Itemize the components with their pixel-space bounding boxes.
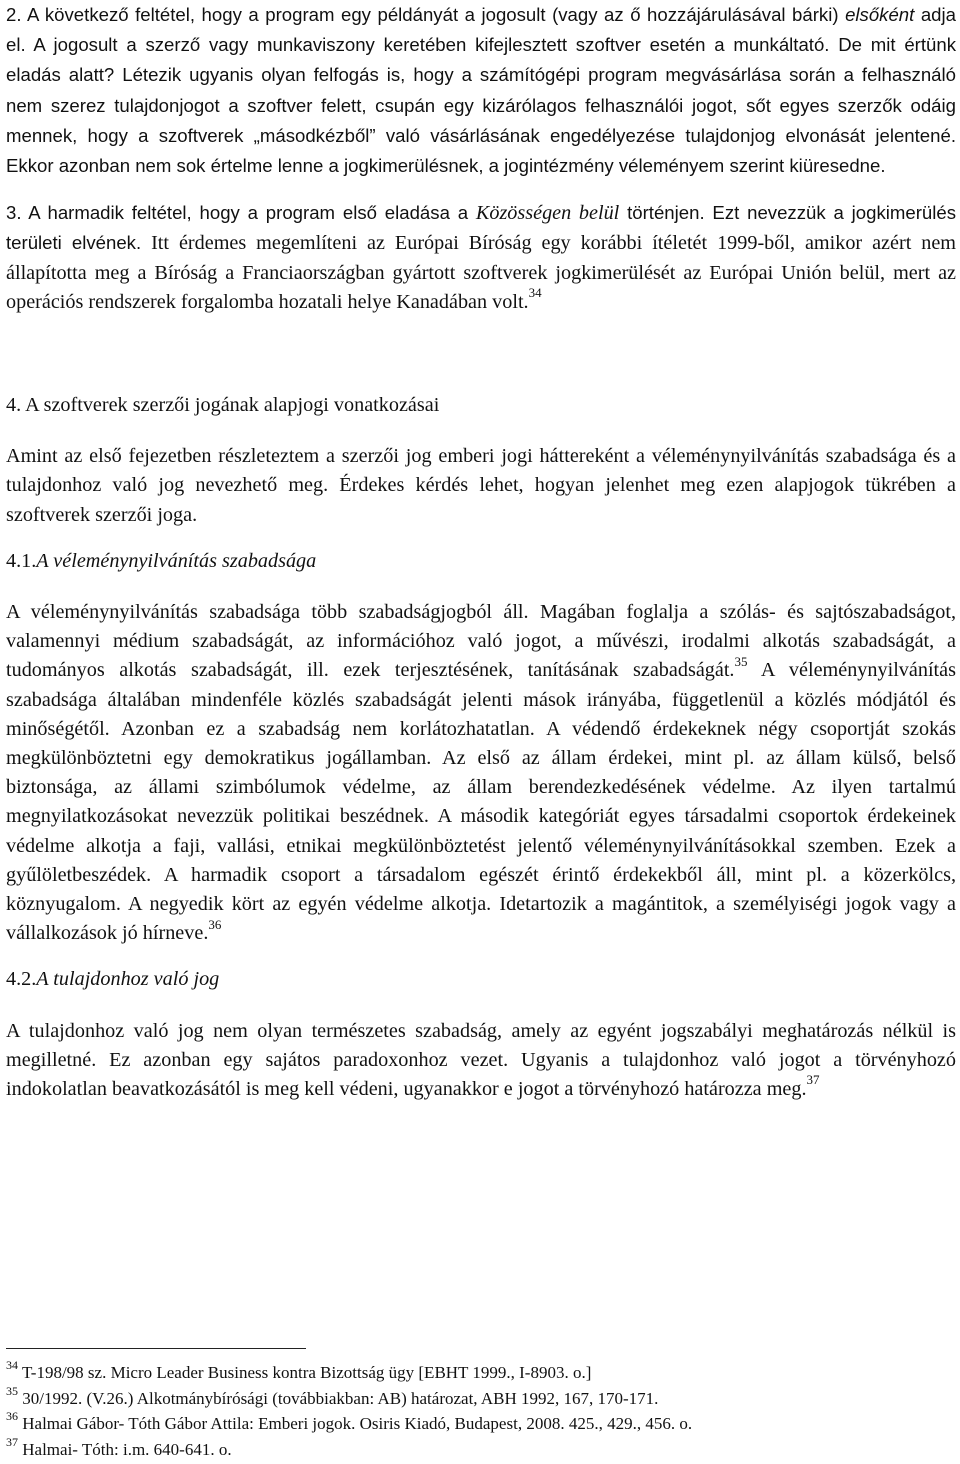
footnote-34: $^{34}$ T-198/98 sz. Micro Leader Business kontra Bizottság ügy [EBHT 1999., I-8903. o.] — [6, 1358, 592, 1382]
paragraph-intro-4: Amint az első fejezetben részleteztem a szerzői jog emberi jogi háttereként a véleménynyilvánítás szabadsága és a tulajdonhoz való jog nevezhető meg. Érdekes kérdés lehet, hogyan jelenhet meg ezen alapjogok tükrében a szoftverek szerzői joga. — [6, 445, 956, 526]
footnote-35: $^{35}$ 30/1992. (V.26.) Alkotmánybírósági (továbbiakban: AB) határozat, ABH 1992, 167, 170-171. — [6, 1383, 659, 1408]
section-heading-4-2: 4.2.A tulajdonhoz való jog — [6, 968, 220, 991]
footnote-ref-36[interactable]: 36 — [208, 916, 222, 932]
paragraph-free-speech: A véleménynyilvánítás szabadsága több szabadságjogból áll. Magában foglalja a szólás- és sajtószabadságot, valamennyi médium szabadságát, az információhoz való jogot, a művészi, irodalmi alkotás szabadságát, a tudományos alkotás szabadságát, ill. ezek terjesztésének, tanításának szabadságát.$^{35}$ A véleménynyilvánítás szabadsága általában mindenféle közlés szabadságát jelenti mások irányába, függetlenül a közlés módjától és minőségétől. Azonban ez a szabadság nem korlátozhatatlan. A védendő érdekeknek négy csoportját szokás megkülönböztetni egy demokratikus jogállamban. Az első az állam érdekei, mint pl. az állam külső, belső biztonsága, az állami szimbólumok védelme, az állam berendezkedésének védelme. Az ilyen tartalmú megnyilatkozásokat nevezzük politikai beszédnek. A második kategóriát egyes társadalmi csoportok érdekeinek védelme alkotja a faji, vallási, etnikai megkülönböztetést jelentő véleménynyilvánításokkal szemben. Ezek a gyűlöletbeszédek. A harmadik csoport a társadalom egészét érintő érdekekből áll, mint pl. a közerkölcs, köznyugalom. A negyedik kört az egyén védelme alkotja. Idetartozik a magántitok, a személyiségi jogok vagy a vállalkozások jó hírneve.$^{36}$ — [6, 601, 956, 945]
paragraph-property-right: A tulajdonhoz való jog nem olyan természetes szabadság, amely az egyént jogszabályi meghatározás nélkül is megilletné. Ez azonban egy sajátos paradoxonhoz vezet. Ugyanis a tulajdonhoz való jogot a törvényhozó indokolatlan beavatkozásától is meg kell védeni, ugyanakkor e jogot a törvényhozó határozza meg.$^{37}$ — [6, 1019, 956, 1101]
footnote-37: $^{37}$ Halmai- Tóth: i.m. 640-641. o. — [6, 1434, 232, 1459]
footnote-ref-35[interactable]: 35 — [734, 653, 748, 669]
footnotes — [6, 1360, 956, 1462]
section-heading-4: 4. A szoftverek szerzői jogának alapjogi vonatkozásai — [6, 394, 440, 417]
footnote-ref-34[interactable]: 34 — [528, 285, 542, 301]
footnote-36: $^{36}$ Halmai Gábor- Tóth Gábor Attila: Emberi jogok. Osiris Kiadó, Budapest, 2008. 425., 429., 456. o. — [6, 1409, 693, 1433]
paragraph-condition-2: 2. A következő feltétel, hogy a program egy példányát a jogosult (vagy az ő hozzájárulásával bárki) elsőként adja el. A jogosult a szerző vagy munkaviszony keretében kifejlesztett szoftver esetén a munkáltató. De mit értünk eladás alatt? Létezik ugyanis olyan felfogás is, hogy a számítógépi program megvásárlása során a felhasználó nem szerez tulajdonjogot a szoftver felett, csupán egy kizárólagos felhasználói jogot, sőt egyes szerzők odáig mennek, hogy a szoftverek „másodkézből” való vásárlásának engedélyezése tulajdonjog elvonását jelentené. Ekkor azonban nem sok értelme lenne a jogkimerülésnek, a jogintézmény véleményem szerint kiüresedne. — [6, 4, 956, 177]
paragraph-condition-3: 3. A harmadik feltétel, hogy a program első eladása a Közösségen belül történjen. Ezt nevezzük a jogkimerülés területi elvének. Itt érdemes megemlíteni az Európai Bíróság egy korábbi ítéletét 1999-ből, amikor azért nem állapította meg a Bíróság a Franciaországban gyártott szoftverek jogkimerülését az Európai Unión belül, mert az operációs rendszerek forgalomba hozatali helye Kanadában volt.$^{34}$ — [6, 202, 957, 313]
footnote-ref-37[interactable]: 37 — [806, 1072, 820, 1088]
section-heading-4-1: 4.1.A véleménynyilvánítás szabadsága — [6, 549, 317, 572]
document-page — [6, 0, 956, 1104]
footnote-separator — [6, 1348, 306, 1349]
